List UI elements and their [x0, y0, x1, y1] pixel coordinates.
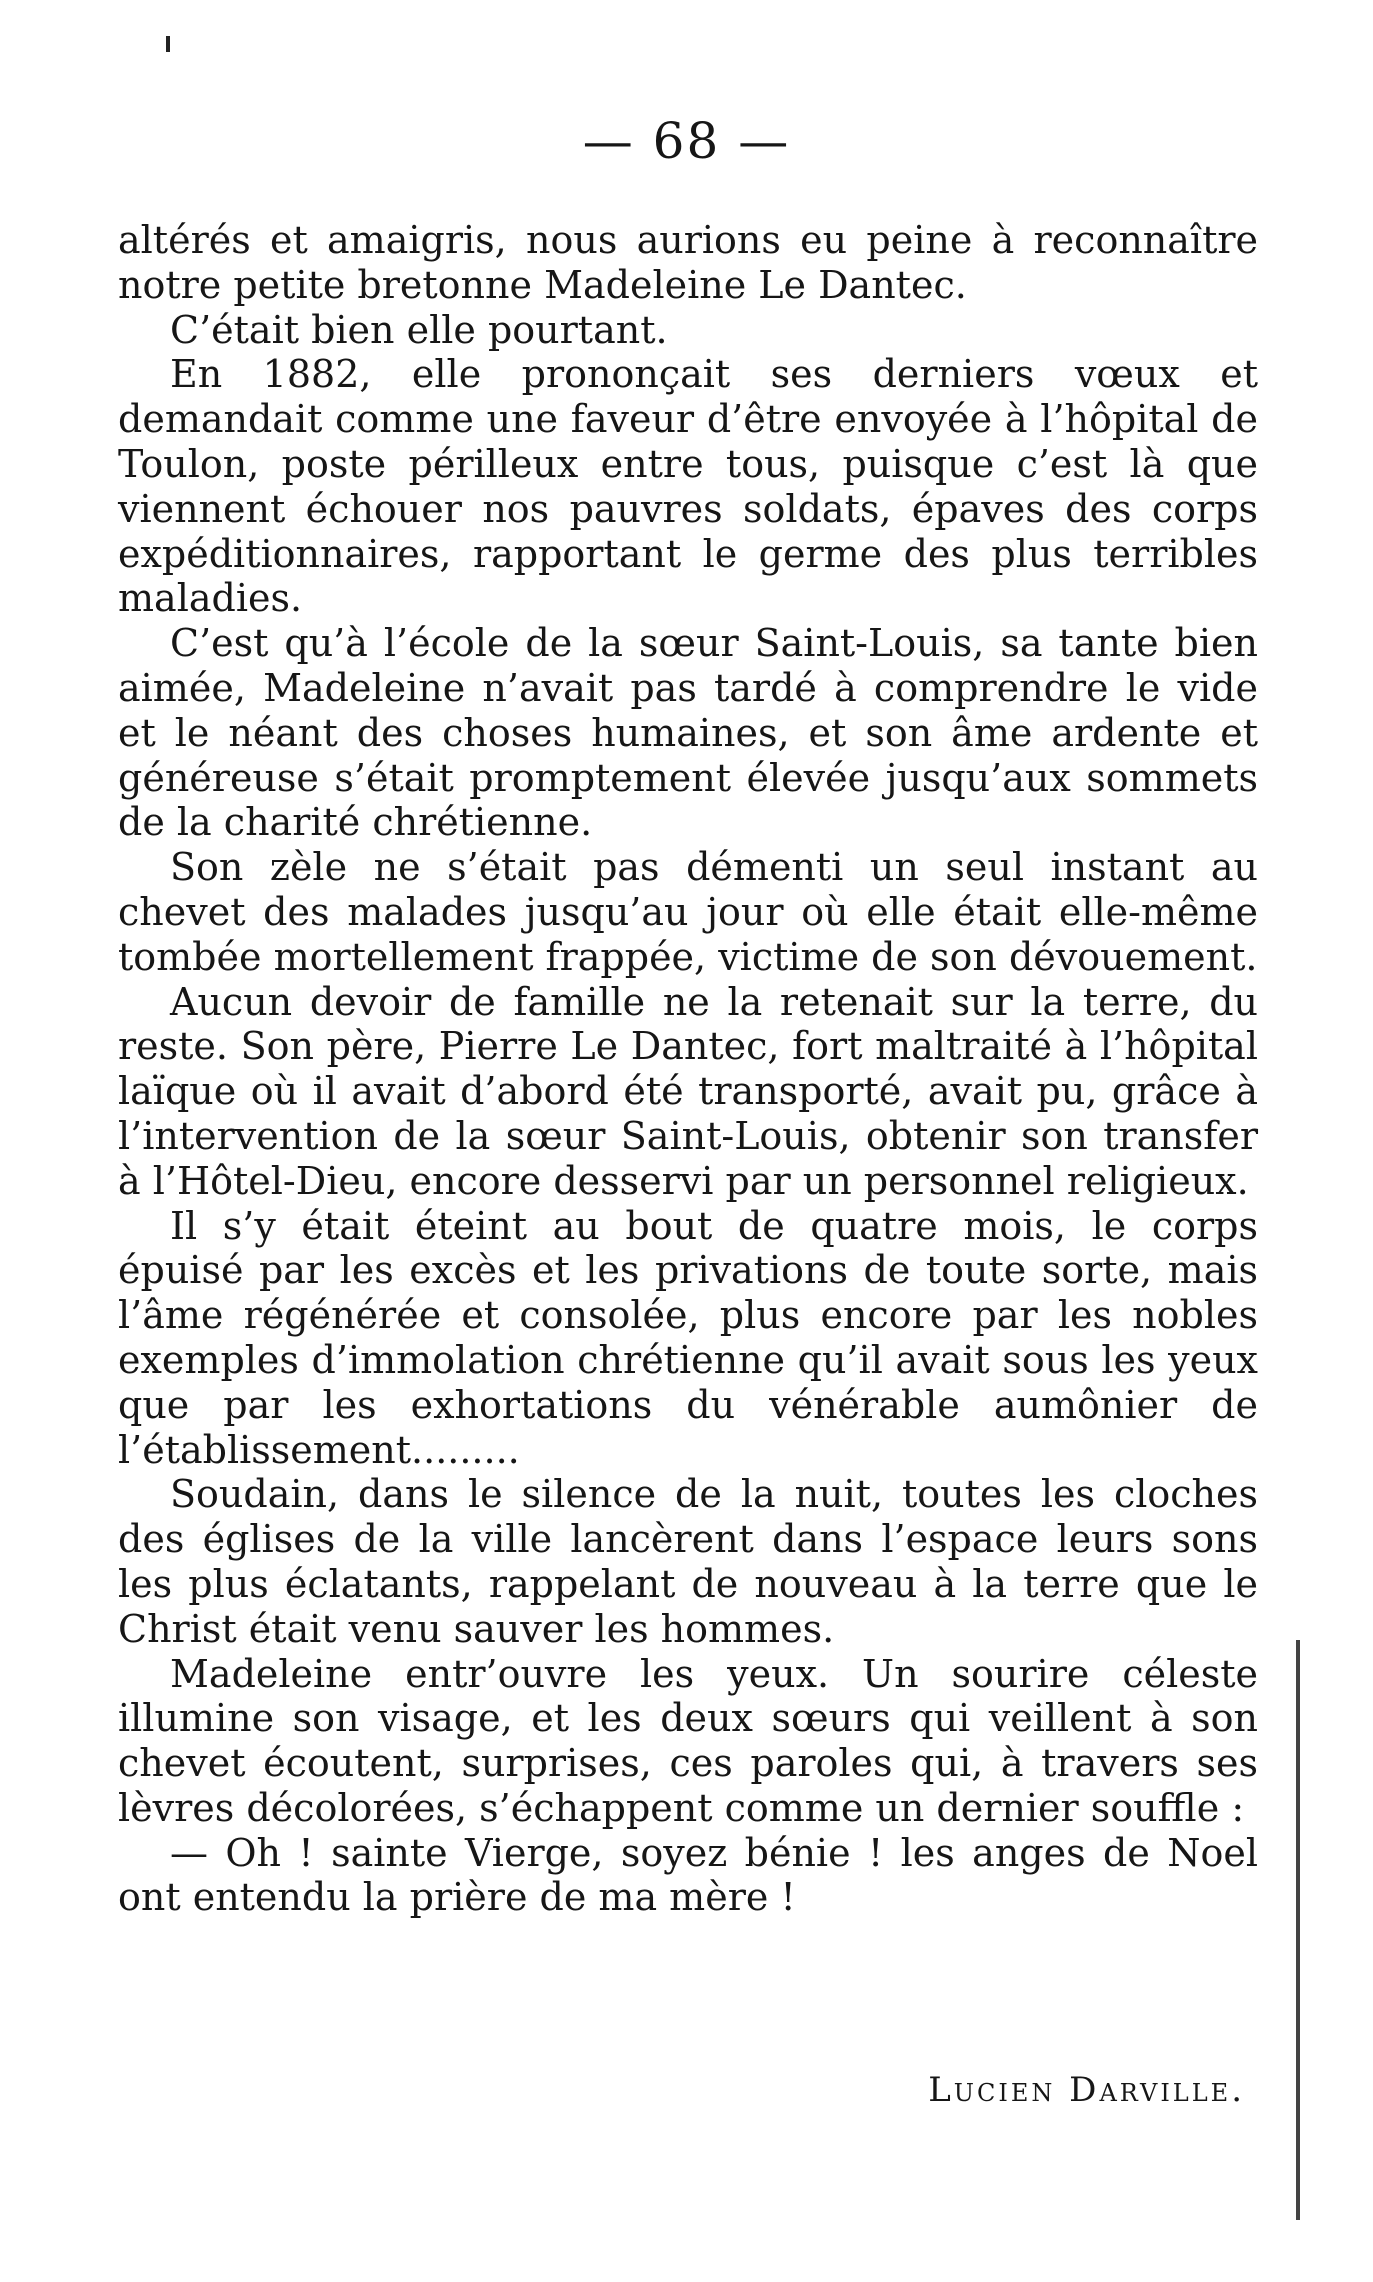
margin-rule	[1296, 1640, 1300, 2220]
paragraph: C’était bien elle pourtant.	[170, 307, 668, 352]
paragraph: C’est qu’à l’école de la sœur Saint-Louis, sa tante bien aimée, Madeleine n’avait pas tardé à comprendre le vide et le néant des choses humaines, et son âme ardente et généreuse s’était promptement élevée jusqu’aux sommets de la charité chrétienne.	[118, 621, 1258, 845]
author-signature: Lucien Darville.	[928, 2070, 1245, 2110]
paragraph: En 1882, elle prononçait ses derniers vœux et demandait comme une faveur d’être envoyée à l’hôpital de Toulon, poste périlleux entre tous, puisque c’est là que viennent échouer nos pauvres soldats, épaves des corps expéditionnaires, rapportant le germe des plus terribles maladies.	[118, 352, 1258, 621]
paragraph: — Oh ! sainte Vierge, soyez bénie ! les anges de Noel ont entendu la prière de ma mère !	[118, 1830, 1258, 1920]
body-text	[118, 218, 1258, 1920]
paragraph: Aucun devoir de famille ne la retenait sur la terre, du reste. Son père, Pierre Le Dantec, fort maltraité à l’hôpital laïque où il avait d’abord été transporté, avait pu, grâce à l’intervention de la sœur Saint-Louis, obtenir son transfer à l’Hôtel-Dieu, encore desservi par un personnel religieux.	[118, 979, 1258, 1203]
paragraph: Il s’y était éteint au bout de quatre mois, le corps épuisé par les excès et les privations de toute sorte, mais l’âme régénérée et consolée, plus encore par les nobles exemples d’immolation chrétienne qu’il avait sous les yeux que par les exhortations du vénérable aumônier de l’établissement.........	[118, 1203, 1258, 1472]
page-number: — 68 —	[582, 112, 791, 170]
paragraph: altérés et amaigris, nous aurions eu peine à reconnaître notre petite bretonne Madeleine Le Dantec.	[118, 218, 1258, 307]
paragraph: Soudain, dans le silence de la nuit, toutes les cloches des églises de la ville lancèrent dans l’espace leurs sons les plus éclatants, rappelant de nouveau à la terre que le Christ était venu sauver les hommes.	[118, 1472, 1258, 1651]
print-mark	[166, 36, 170, 52]
paragraph: Madeleine entr’ouvre les yeux. Un sourire céleste illumine son visage, et les deux sœurs qui veillent à son chevet écoutent, surprises, ces paroles qui, à travers ses lèvres décolorées, s’échappent comme un dernier souffle :	[118, 1651, 1258, 1830]
paragraph: Son zèle ne s’était pas démenti un seul instant au chevet des malades jusqu’au jour où elle était elle-même tombée mortellement frappée, victime de son dévouement.	[118, 845, 1258, 979]
